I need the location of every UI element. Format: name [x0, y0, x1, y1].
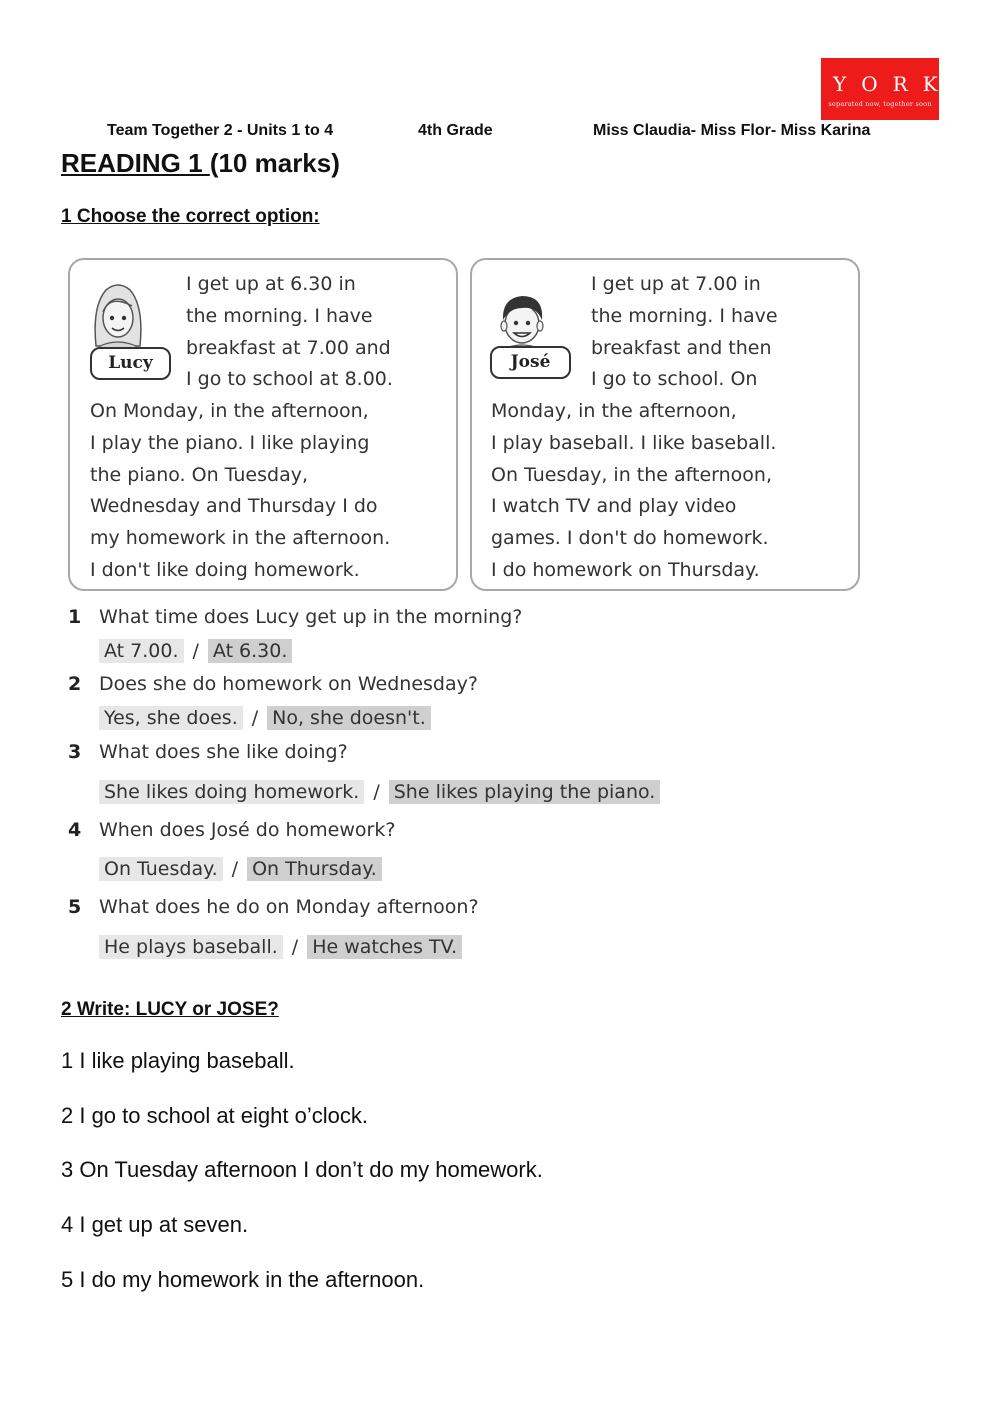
lucy-name-badge: Lucy — [90, 347, 171, 380]
jose-text-body — [491, 396, 776, 587]
option-a[interactable]: She likes doing homework. — [99, 780, 364, 804]
jose-text-intro — [591, 269, 778, 396]
option-b[interactable]: On Thursday. — [247, 857, 382, 881]
option-separator: / — [373, 781, 380, 803]
option-a[interactable]: On Tuesday. — [99, 857, 223, 881]
jose-line: I play baseball. I like baseball. — [491, 431, 777, 454]
lucy-line: I don't like doing homework. — [90, 558, 360, 581]
option-b[interactable]: No, she doesn't. — [267, 706, 431, 730]
answer-row-1 — [99, 639, 292, 663]
lucy-line: I get up at 6.30 in — [186, 273, 356, 295]
lucy-line: Wednesday and Thursday I do — [90, 495, 378, 518]
jose-line: On Tuesday, in the afternoon, — [491, 463, 772, 486]
section-1-heading: 1 Choose the correct option: — [61, 206, 320, 227]
logo-word: YORK — [833, 72, 953, 96]
reading-card-lucy — [68, 258, 458, 591]
lucy-line: my homework in the afternoon. — [90, 527, 391, 550]
option-separator: / — [291, 936, 299, 958]
answer-row-4 — [99, 857, 382, 881]
jose-line: I do homework on Thursday. — [491, 558, 760, 581]
write-item-3: 3 On Tuesday afternoon I don’t do my homework. — [61, 1157, 543, 1182]
question-number: 4 — [68, 819, 82, 841]
teachers-label: Miss Claudia- Miss Flor- Miss Karina — [593, 122, 871, 139]
option-a[interactable]: He plays baseball. — [99, 935, 283, 959]
question-text: Does she do homework on Wednesday? — [99, 673, 478, 695]
question-number: 5 — [68, 896, 82, 918]
question-number: 1 — [68, 606, 82, 628]
school-logo — [821, 58, 953, 120]
jose-line: I get up at 7.00 in — [591, 273, 761, 295]
jose-line: I watch TV and play video — [491, 495, 737, 518]
reading-card-jose — [470, 258, 860, 591]
course-name: Team Together 2 - Units 1 to 4 — [107, 122, 334, 139]
option-a[interactable]: At 7.00. — [99, 639, 184, 663]
title-main: READING 1 — [61, 148, 210, 178]
option-separator: / — [192, 640, 199, 662]
answer-row-3 — [99, 780, 660, 804]
question-number: 3 — [68, 741, 82, 763]
jose-line: I go to school. On — [591, 368, 758, 391]
write-item-1: 1 I like playing baseball. — [61, 1048, 295, 1073]
write-item-2: 2 I go to school at eight o’clock. — [61, 1103, 368, 1128]
section-2-heading: 2 Write: LUCY or JOSE? — [61, 999, 279, 1020]
write-item-4: 4 I get up at seven. — [61, 1212, 249, 1237]
lucy-text-body — [90, 396, 390, 587]
logo-tagline: separated now, together soon — [828, 100, 932, 108]
jose-line: breakfast and then — [591, 336, 772, 359]
jose-name-badge: José — [490, 346, 571, 379]
option-b[interactable]: At 6.30. — [208, 639, 293, 663]
lucy-line: the morning. I have — [186, 304, 373, 327]
lucy-text-intro — [186, 269, 393, 396]
answer-row-2 — [99, 706, 431, 730]
option-separator: / — [251, 707, 259, 729]
question-text: When does José do homework? — [99, 819, 396, 841]
lucy-line: On Monday, in the afternoon, — [90, 400, 369, 422]
option-a[interactable]: Yes, she does. — [99, 706, 243, 730]
option-separator: / — [231, 858, 239, 880]
question-text: What time does Lucy get up in the morning? — [99, 606, 523, 628]
lucy-line: the piano. On Tuesday, — [90, 463, 308, 486]
option-b[interactable]: He watches TV. — [307, 935, 462, 959]
lucy-line: I go to school at 8.00. — [186, 368, 393, 391]
grade-label: 4th Grade — [418, 122, 493, 139]
title-marks: (10 marks) — [209, 148, 340, 178]
lucy-line: I play the piano. I like playing — [90, 431, 370, 454]
question-text: What does he do on Monday afternoon? — [99, 896, 479, 918]
option-b[interactable]: She likes playing the piano. — [389, 780, 661, 804]
answer-row-5 — [99, 935, 462, 959]
page-title — [61, 148, 340, 179]
question-text: What does she like doing? — [99, 741, 348, 763]
jose-line: Monday, in the afternoon, — [491, 400, 737, 422]
write-item-5: 5 I do my homework in the afternoon. — [61, 1267, 425, 1292]
lucy-line: breakfast at 7.00 and — [186, 336, 391, 359]
question-number: 2 — [68, 673, 82, 695]
jose-line: games. I don't do homework. — [491, 527, 769, 550]
jose-line: the morning. I have — [591, 304, 778, 327]
